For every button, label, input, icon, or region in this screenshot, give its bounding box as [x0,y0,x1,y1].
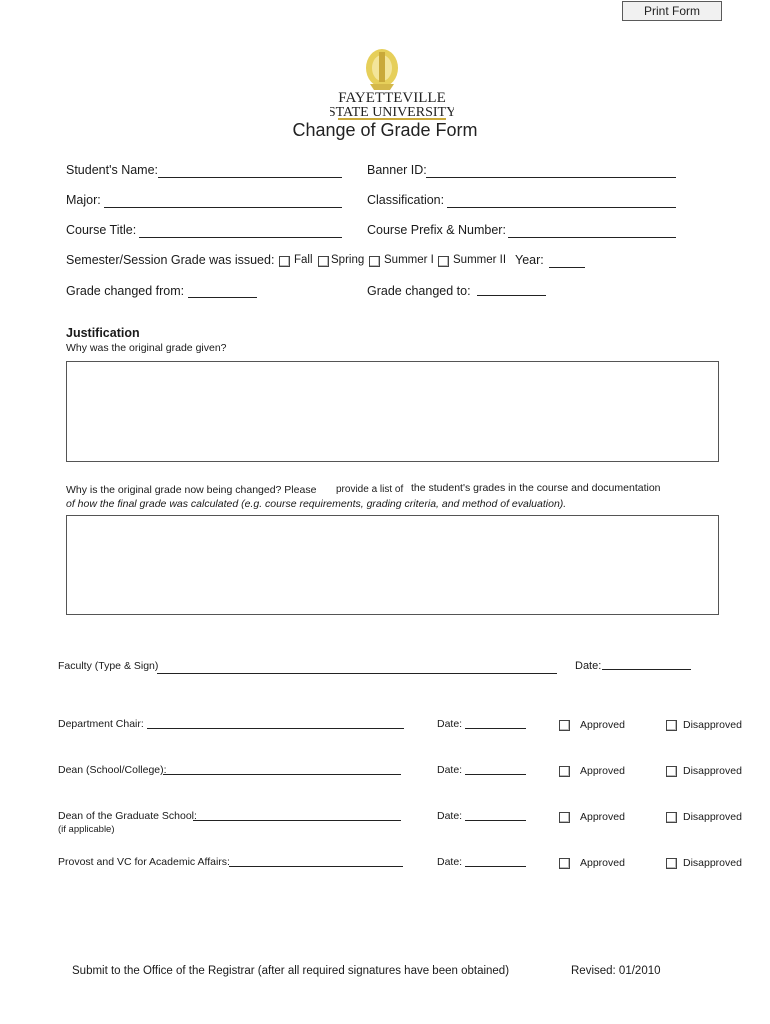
provost-disapproved-checkbox[interactable] [666,858,677,869]
graduate-dean-disapproved-label: Disapproved [683,811,742,823]
provost-approved-checkbox[interactable] [559,858,570,869]
provost-disapproved-label: Disapproved [683,857,742,869]
provost-label: Provost and VC for Academic Affairs: [58,856,230,868]
provost-date-label: Date: [437,856,463,868]
provost-signature-field[interactable] [229,866,403,867]
page-title: Change of Grade Form [292,120,478,140]
spring-checkbox[interactable] [318,256,329,267]
svg-text:FAYETTEVILLE: FAYETTEVILLE [338,90,446,106]
summer1-label: Summer I [384,254,434,266]
dean-approved-label: Approved [580,765,625,777]
major-label: Major: [66,193,101,207]
print-form-button[interactable]: Print Form [622,1,722,21]
faculty-date-field[interactable] [602,669,691,670]
grade-change-reason-textarea[interactable] [66,515,719,615]
faculty-date-label: Date: [575,660,602,672]
dean-label: Dean (School/College): [58,764,167,776]
department-chair-date-label: Date: [437,718,463,730]
justification-question-2a: Why is the original grade now being changed? Please [66,484,317,496]
dean-date-field[interactable] [465,774,526,775]
fall-label: Fall [294,254,313,266]
dean-approved-checkbox[interactable] [559,766,570,777]
course-title-label: Course Title: [66,223,137,237]
classification-label: Classification: [367,193,445,207]
spring-label: Spring [331,254,365,266]
graduate-dean-approved-label: Approved [580,811,625,823]
fall-checkbox[interactable] [279,256,290,267]
faculty-label: Faculty (Type & Sign) [58,660,159,672]
summer1-checkbox[interactable] [369,256,380,267]
grade-from-label: Grade changed from: [66,284,185,298]
department-chair-disapproved-checkbox[interactable] [666,720,677,731]
revision-date: Revised: 01/2010 [571,965,661,977]
provost-date-field[interactable] [465,866,526,867]
graduate-dean-signature-field[interactable] [193,820,401,821]
graduate-dean-label: Dean of the Graduate School: [58,810,197,822]
graduate-dean-disapproved-checkbox[interactable] [666,812,677,823]
course-title-field[interactable] [139,237,342,238]
graduate-dean-date-label: Date: [437,810,463,822]
year-label: Year: [515,253,544,267]
semester-label: Semester/Session Grade was issued: [66,253,275,267]
department-chair-approved-label: Approved [580,719,625,731]
summer2-label: Summer II [453,254,507,266]
banner-id-label: Banner ID: [367,163,427,177]
grade-from-field[interactable] [188,297,257,298]
summer2-checkbox[interactable] [438,256,449,267]
department-chair-date-field[interactable] [465,728,526,729]
original-grade-reason-textarea[interactable] [66,361,719,462]
svg-text:STATE UNIVERSITY: STATE UNIVERSITY [330,105,454,120]
graduate-dean-date-field[interactable] [465,820,526,821]
grade-to-field[interactable] [477,295,546,296]
dean-disapproved-checkbox[interactable] [666,766,677,777]
justification-question-2-line2: of how the final grade was calculated (e.g. course requirements, grading criteria, and method of evaluation). [66,498,567,510]
graduate-dean-sublabel: (if applicable) [58,824,115,835]
year-field[interactable] [549,267,585,268]
dean-date-label: Date: [437,764,463,776]
department-chair-label: Department Chair: [58,718,144,730]
justification-question-2c: the student's grades in the course and documentation [411,482,661,494]
dean-disapproved-label: Disapproved [683,765,742,777]
justification-heading: Justification [66,326,140,340]
major-field[interactable] [104,207,342,208]
student-name-field[interactable] [158,177,342,178]
student-name-label: Student's Name: [66,163,159,177]
classification-field[interactable] [447,207,676,208]
justification-question-1: Why was the original grade given? [66,342,227,354]
dean-signature-field[interactable] [163,774,401,775]
faculty-signature-field[interactable] [157,673,557,674]
department-chair-approved-checkbox[interactable] [559,720,570,731]
seal-icon [330,46,454,124]
department-chair-disapproved-label: Disapproved [683,719,742,731]
department-chair-signature-field[interactable] [147,728,404,729]
justification-question-2b: provide a list of [336,484,404,495]
banner-id-field[interactable] [426,177,676,178]
graduate-dean-approved-checkbox[interactable] [559,812,570,823]
course-prefix-field[interactable] [508,237,676,238]
course-prefix-label: Course Prefix & Number: [367,223,506,237]
grade-to-label: Grade changed to: [367,284,471,298]
submit-instructions: Submit to the Office of the Registrar (after all required signatures have been obtained) [72,965,510,977]
university-logo [330,46,454,124]
provost-approved-label: Approved [580,857,625,869]
